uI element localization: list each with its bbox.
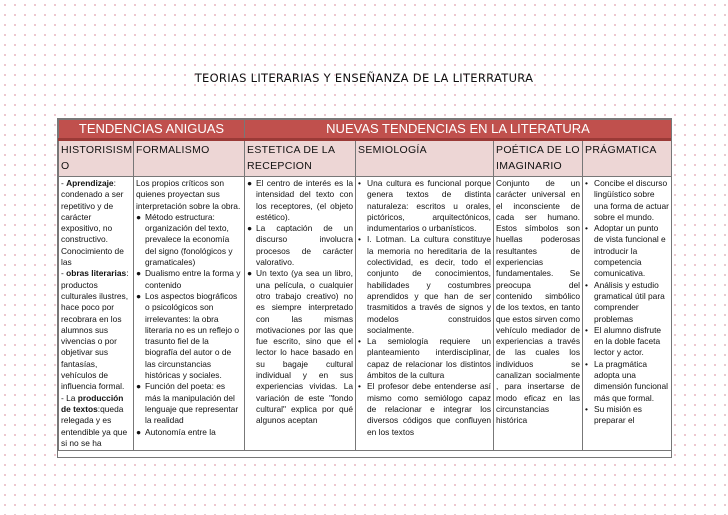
historicismo-para-3: - La producción de textos:queda relegada y es entendible ya que si no se ha	[61, 392, 128, 448]
bullet-icon: •	[585, 358, 588, 369]
term-produccion-textos: producción de textos	[61, 392, 124, 414]
formalismo-intro: Los propios críticos son quienes proyectan sus interpretación sobre la obra.	[136, 178, 241, 211]
list-item: ● La captación de un discurso involucra procesos de carácter valorativo.	[247, 223, 354, 268]
list-item: • La pragmática adopta una dimensión funcional más que formal.	[585, 358, 669, 403]
cell-formalismo	[134, 177, 245, 451]
col-formalismo: FORMALISMO	[134, 140, 245, 177]
bullet-icon: ●	[136, 211, 142, 222]
bullet-icon: •	[585, 324, 588, 335]
cell-poetica	[494, 177, 583, 451]
bullet-icon: ●	[136, 426, 142, 437]
content-row	[59, 177, 672, 451]
bullet-icon: ●	[247, 178, 253, 188]
bullet-icon: •	[585, 178, 588, 188]
column-headers-row	[59, 140, 672, 177]
list-item: • El profesor debe entenderse así mismo como semiólogo capaz de relacionar e integrar los diversos códigos que confluyen en los textos	[358, 381, 492, 437]
col-pragmatica: PRÁGMATICA	[583, 140, 672, 177]
bullet-icon: ●	[136, 290, 142, 301]
list-item: • Concibe el discurso lingüístico sobre una forma de actuar sobre el mundo.	[585, 178, 669, 222]
col-semiologia: SEMIOLOGÍA	[356, 140, 494, 177]
cell-semiologia	[356, 177, 494, 451]
header-old-tendencies: TENDENCIAS ANIGUAS	[59, 120, 245, 140]
bullet-icon: •	[585, 279, 588, 290]
page-title: TEORIAS LITERARIAS Y ENSEÑANZA DE LA LITERRATURA	[194, 71, 534, 85]
bullet-icon: •	[358, 234, 361, 245]
historicismo-para-1: - Aprendizaje: condenado a ser repetitivo y de carácter expositivo, no constructivo. Conocimiento de las	[61, 178, 124, 268]
term-aprendizaje: Aprendizaje	[66, 178, 114, 188]
list-item: ● Autonomía entre la	[136, 426, 216, 437]
bullet-icon: ●	[136, 381, 142, 392]
list-item: • Una cultura es funcional porque genera textos de distinta naturaleza: escritos u orales, pictóricos, arquitectónicos, indumentarios o urbanísticos.	[358, 178, 492, 234]
list-item: ● Dualismo entre la forma y contenido	[136, 268, 241, 290]
list-item: ● Los aspectos biográficos o psicológicos son irrelevantes: la obra literaria no es un reflejo o trasunto fiel de la biografía del autor o de las circunstancias históricas y sociales.	[136, 290, 240, 381]
list-item: • El alumno disfrute en la doble faceta lector y actor.	[585, 324, 662, 358]
bullet-icon: •	[585, 403, 588, 414]
col-poetica: POÉTICA DE LO IMAGINARIO	[494, 140, 583, 177]
literary-theories-table	[57, 118, 672, 458]
bullet-icon: ●	[247, 223, 253, 234]
term-obras-literarias: obras literarias	[66, 268, 127, 279]
bullet-icon: •	[358, 178, 361, 188]
col-historicismo: HISTORISISM O	[59, 140, 134, 177]
list-item: • I. Lotman. La cultura constituye la memoria no hereditaria de la colectividad, es decir, todo el conjunto de conocimientos, habilidades y costumbres aprendidos y que han de ser trasmitidos a través de signos y modelos construidos socialmente.	[358, 234, 492, 335]
list-item: ● El centro de interés es la intensidad del texto con los receptores, (el objeto estético).	[247, 178, 354, 222]
list-item: • La semiología requiere un planteamiento interdisciplinar, capaz de relacionar los distintos ámbitos de la cultura	[358, 336, 492, 381]
cell-pragmatica	[583, 177, 672, 451]
list-item: • Su misión es preparar el	[585, 403, 642, 426]
cell-estetica	[245, 177, 356, 451]
list-item: ● Un texto (ya sea un libro, una película, o cualquier otro trabajo creativo) no es siempre interpretado con las mismas motivaciones por las que fue escrito, sino que el lector lo hace basado en su bagaje cultural individual y en sus experiencias vividas. La variación de este "fondo cultural" explica por qué algunos aceptan	[247, 268, 354, 426]
cell-historicismo	[59, 177, 134, 451]
bullet-icon: •	[358, 381, 361, 392]
list-item: • Análisis y estudio gramatical útil para comprender problemas	[585, 279, 665, 324]
list-item: ● Función del poeta: es más la manipulación del lenguaje que representar la realidad	[136, 381, 239, 426]
header-new-tendencies: NUEVAS TENDENCIAS EN LA LITERATURA	[245, 120, 672, 140]
bullet-icon: ●	[247, 268, 253, 279]
list-item: ● Método estructura: organización del texto, prevalece la economía del signo (fonológicos y gramaticales)	[136, 211, 233, 268]
list-item: • Adoptar un punto de vista funcional e introducir la competencia comunicativa.	[585, 223, 666, 279]
historicismo-para-2: - obras literarias: productos culturales ilustres, hace poco por recobrara en los alumnos sus vivencias o por objetivar sus fantasías, vehículos de influencia formal.	[61, 268, 129, 392]
header-row	[59, 120, 672, 140]
bullet-icon: •	[358, 336, 361, 347]
bullet-icon: •	[585, 223, 588, 234]
poetica-text: Conjunto de un carácter universal en el inconsciente de cada ser humano. Estos símbolos son huellas poderosas resultantes de experiencias fundamentales. Se preocupa del contenido simbólico de los textos, en tanto que estos sirven como vehículo mediador de experiencias a través de las cuales los individuos se canalizan socialmente , para insertarse de modo eficaz en las circunstancias histórica	[496, 178, 581, 426]
bullet-icon: ●	[136, 268, 142, 279]
col-estetica: ESTETICA DE LA RECEPCION	[245, 140, 356, 177]
